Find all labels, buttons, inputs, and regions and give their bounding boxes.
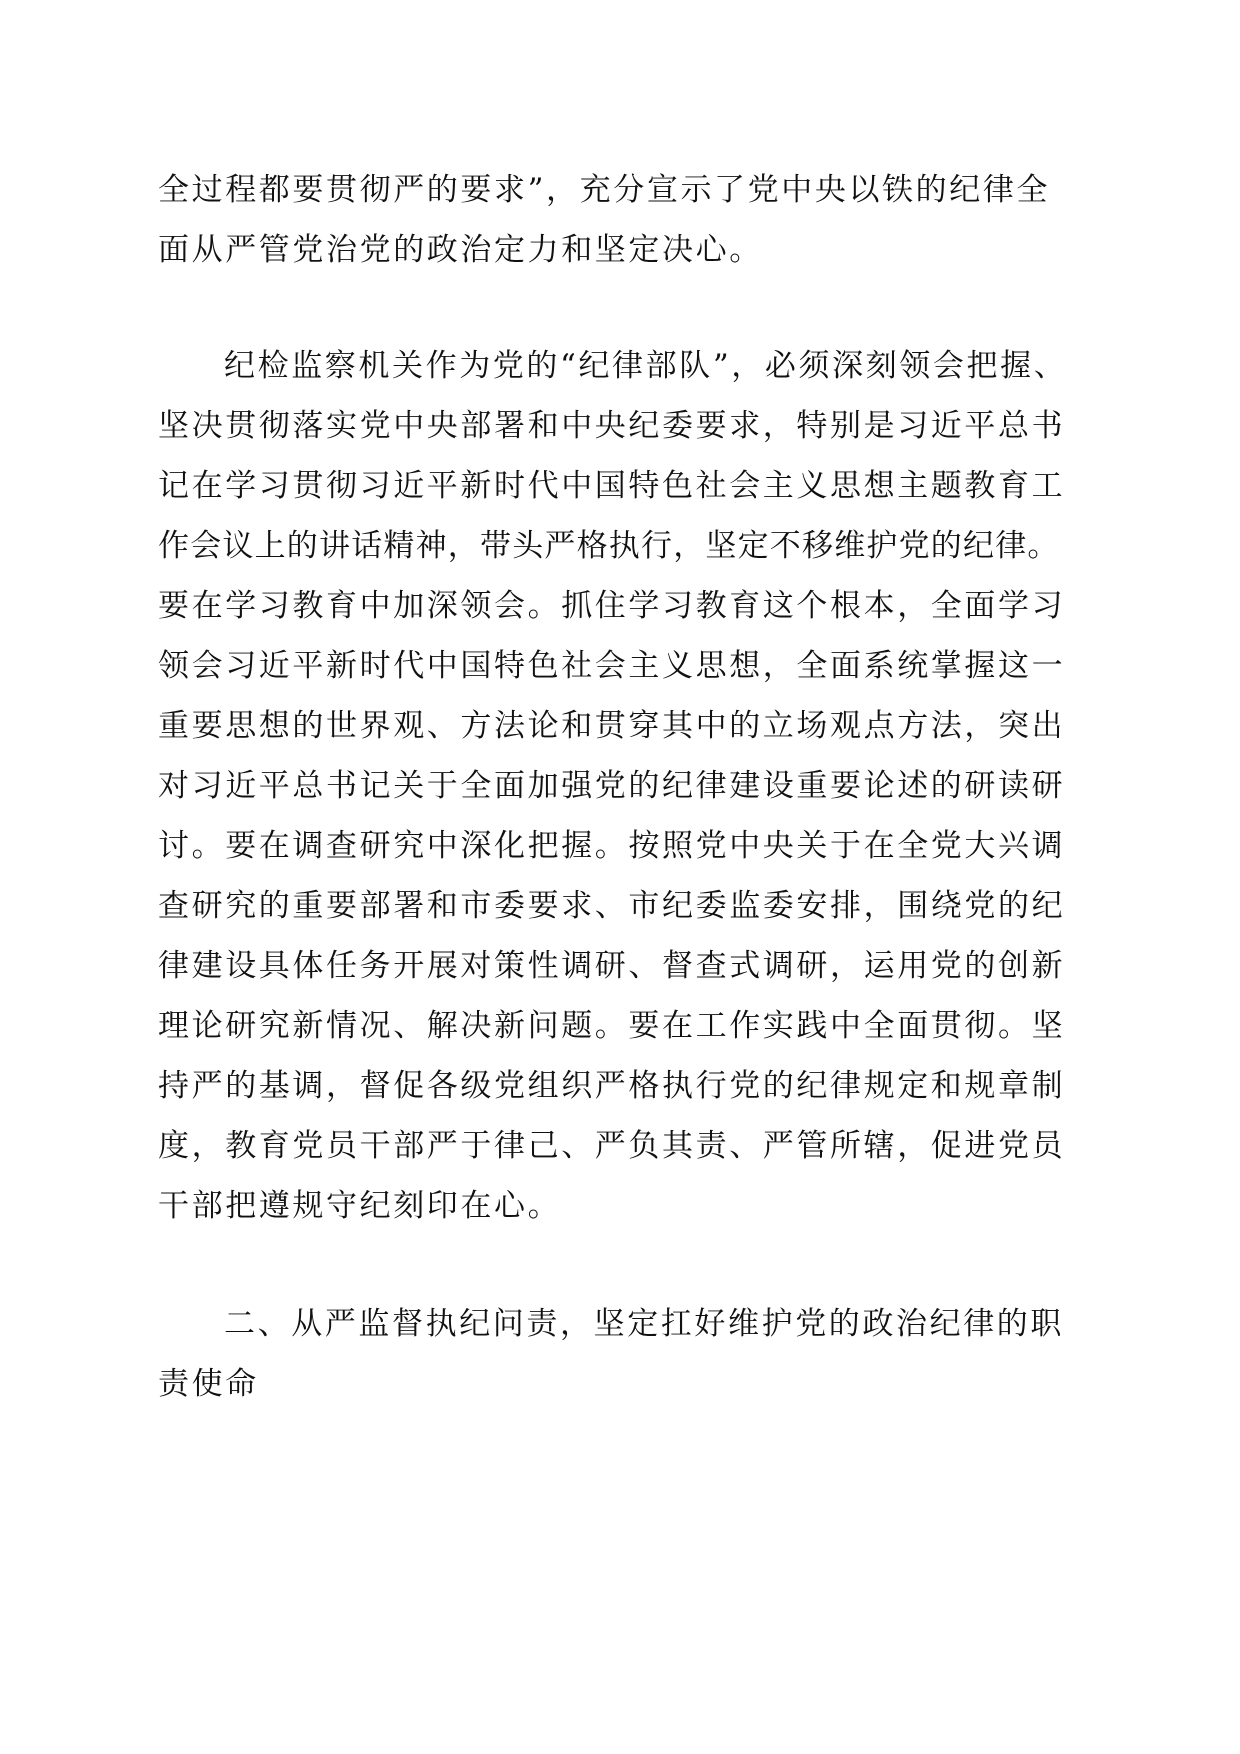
section-heading-line-1: 二、从严监督执纪问责，坚定扛好维护党的政治纪律的职 [224, 1306, 1064, 1342]
paragraph-1-line-2: 面从严管党治党的政治定力和坚定决心。 [158, 232, 763, 268]
paragraph-2-line-13: 持严的基调，督促各级党组织严格执行党的纪律规定和规章制 [158, 1068, 1066, 1104]
paragraph-1-line-1: 全过程都要贯彻严的要求”，充分宣示了党中央以铁的纪律全 [158, 172, 1051, 208]
paragraph-2-line-6: 领会习近平新时代中国特色社会主义思想，全面系统掌握这一 [158, 648, 1066, 684]
paragraph-2-line-15: 干部把遵规守纪刻印在心。 [158, 1188, 562, 1224]
paragraph-2-line-11: 律建设具体任务开展对策性调研、督查式调研，运用党的创新 [158, 948, 1066, 984]
paragraph-2-line-8: 对习近平总书记关于全面加强党的纪律建设重要论述的研读研 [158, 768, 1066, 804]
paragraph-2-line-5: 要在学习教育中加深领会。抓住学习教育这个根本，全面学习 [158, 588, 1066, 624]
section-heading-line-2: 责使命 [158, 1366, 259, 1402]
paragraph-2-line-9: 讨。要在调查研究中深化把握。按照党中央关于在全党大兴调 [158, 828, 1066, 864]
paragraph-2-line-10: 查研究的重要部署和市委要求、市纪委监委安排，围绕党的纪 [158, 888, 1066, 924]
paragraph-2-line-4: 作会议上的讲话精神，带头严格执行，坚定不移维护党的纪律。 [158, 528, 1060, 564]
paragraph-2-line-7: 重要思想的世界观、方法论和贯穿其中的立场观点方法，突出 [158, 708, 1066, 744]
paragraph-2-line-2: 坚决贯彻落实党中央部署和中央纪委要求，特别是习近平总书 [158, 408, 1066, 444]
paragraph-2-line-14: 度，教育党员干部严于律己、严负其责、严管所辖，促进党员 [158, 1128, 1066, 1164]
paragraph-2-line-1: 纪检监察机关作为党的“纪律部队”，必须深刻领会把握、 [224, 348, 1068, 384]
paragraph-2-line-12: 理论研究新情况、解决新问题。要在工作实践中全面贯彻。坚 [158, 1008, 1066, 1044]
paragraph-2-line-3: 记在学习贯彻习近平新时代中国特色社会主义思想主题教育工 [158, 468, 1066, 504]
